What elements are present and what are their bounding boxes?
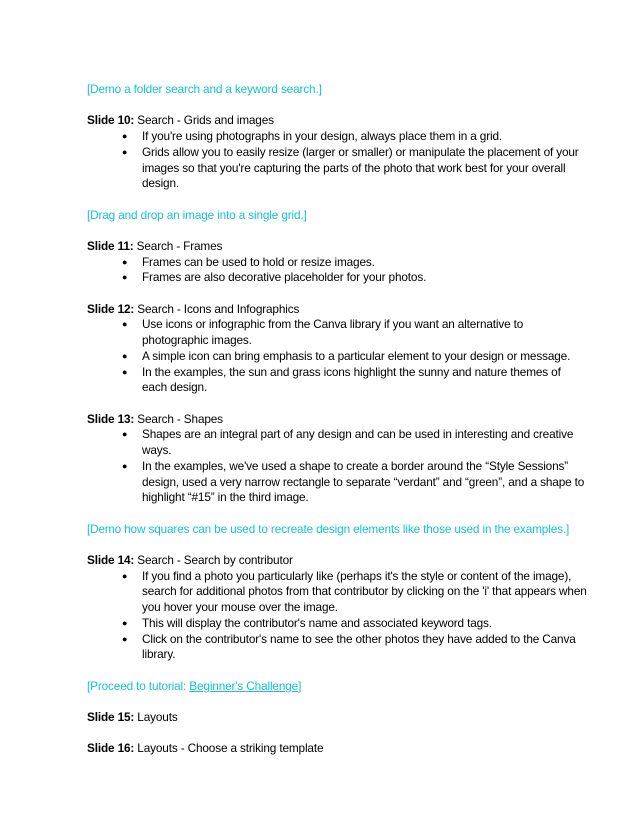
presenter-note: [Demo how squares can be used to recreate design elements like those used in the examples.] bbox=[87, 521, 570, 536]
spacer bbox=[87, 396, 587, 412]
slide-heading bbox=[87, 302, 587, 318]
bullet-list bbox=[87, 317, 587, 396]
bullet-icon: ● bbox=[122, 256, 128, 267]
bullet-icon: ● bbox=[122, 366, 128, 377]
list-item bbox=[122, 615, 587, 632]
bullet-text: A simple icon can bring emphasis to a particular element to your design or message. bbox=[142, 348, 571, 363]
spacer bbox=[87, 694, 587, 710]
spacer bbox=[87, 223, 587, 239]
bullet-text: In the examples, we've used a shape to create a border around the “Style Sessions” design, used a very narrow rectangle to separate “verdant” and “green”, and a shape to highlight “#15” in the third image. bbox=[142, 458, 585, 505]
list-item bbox=[122, 427, 587, 458]
spacer bbox=[87, 192, 587, 208]
bullet-text: If you find a photo you particularly like (perhaps it's the style or content of the image), search for additional photos from that contributor by clicking on the 'i' that appears when you hover your mouse over the image. bbox=[142, 568, 587, 615]
bullet-list bbox=[87, 129, 587, 192]
list-item bbox=[122, 254, 587, 271]
bullet-list bbox=[87, 569, 587, 663]
slide-title: Search - Grids and images bbox=[134, 113, 274, 128]
list-item bbox=[122, 631, 587, 663]
bullet-text: Grids allow you to easily resize (larger or smaller) or manipulate the placement of your images so that you're capturing the parts of the photo that work best for your overall design. bbox=[142, 144, 579, 191]
spacer bbox=[87, 726, 587, 742]
slide-heading bbox=[87, 412, 587, 428]
bullet-icon: ● bbox=[122, 617, 128, 628]
presenter-note bbox=[87, 679, 587, 695]
slide-title: Search - Search by contributor bbox=[134, 552, 293, 567]
list-item bbox=[122, 568, 587, 616]
slide-label: Slide 10: bbox=[87, 113, 135, 128]
bullet-text: Click on the contributor's name to see the other photos they have added to the Canva library. bbox=[142, 631, 576, 662]
note-suffix: ] bbox=[298, 678, 302, 693]
bullet-icon: ● bbox=[122, 350, 128, 361]
bullet-icon: ● bbox=[122, 319, 128, 330]
slide-title: Search - Frames bbox=[133, 238, 223, 253]
slide-heading bbox=[87, 113, 587, 129]
bullet-icon: ● bbox=[122, 429, 128, 440]
spacer bbox=[87, 537, 587, 553]
bullet-text: This will display the contributor's name and associated keyword tags. bbox=[142, 615, 492, 630]
bullet-icon: ● bbox=[122, 460, 128, 471]
bullet-text: If you're using photographs in your design, always place them in a grid. bbox=[142, 129, 502, 144]
bullet-text: In the examples, the sun and grass icons highlight the sunny and nature themes of each design. bbox=[142, 364, 561, 395]
presenter-note: [Drag and drop an image into a single grid.] bbox=[87, 207, 307, 222]
slide-title: Layouts - Choose a striking template bbox=[134, 741, 324, 756]
bullet-icon: ● bbox=[122, 131, 128, 142]
slide-heading bbox=[87, 239, 587, 255]
beginners-challenge-link[interactable]: Beginner's Challenge bbox=[189, 678, 299, 693]
list-item bbox=[122, 317, 587, 348]
list-item bbox=[122, 144, 587, 192]
bullet-icon: ● bbox=[122, 146, 128, 157]
list-item bbox=[122, 270, 587, 286]
bullet-icon: ● bbox=[122, 633, 128, 644]
bullet-list bbox=[87, 255, 587, 286]
presenter-note: [Demo a folder search and a keyword search.] bbox=[87, 82, 322, 96]
slide-label: Slide 11: bbox=[87, 238, 134, 253]
bullet-text: Use icons or infographic from the Canva library if you want an alternative to photographic images. bbox=[142, 317, 524, 348]
slide-label: Slide 16: bbox=[87, 741, 135, 756]
bullet-icon: ● bbox=[122, 570, 128, 581]
slide-title: Search - Shapes bbox=[134, 411, 223, 426]
slide-label: Slide 15: bbox=[87, 709, 135, 724]
slide-heading bbox=[87, 710, 587, 726]
document-page bbox=[87, 82, 587, 757]
bullet-text: Shapes are an integral part of any design and can be used in interesting and creative ways. bbox=[142, 427, 574, 458]
bullet-icon: ● bbox=[122, 272, 128, 283]
list-item bbox=[122, 348, 587, 365]
slide-title: Layouts bbox=[134, 709, 178, 724]
list-item bbox=[122, 364, 587, 396]
spacer bbox=[87, 98, 587, 114]
note-prefix: [Proceed to tutorial: bbox=[87, 678, 190, 693]
slide-title: Search - Icons and Infographics bbox=[134, 301, 300, 316]
spacer bbox=[87, 663, 587, 679]
spacer bbox=[87, 286, 587, 302]
spacer bbox=[87, 506, 587, 522]
list-item bbox=[122, 129, 587, 145]
list-item bbox=[122, 458, 587, 506]
slide-heading bbox=[87, 553, 587, 569]
slide-label: Slide 13: bbox=[87, 411, 135, 426]
slide-label: Slide 12: bbox=[87, 301, 135, 316]
bullet-text: Frames are also decorative placeholder for your photos. bbox=[142, 270, 427, 285]
slide-label: Slide 14: bbox=[87, 552, 135, 567]
bullet-list bbox=[87, 427, 587, 506]
bullet-text: Frames can be used to hold or resize images. bbox=[142, 254, 375, 269]
slide-heading bbox=[87, 741, 587, 757]
